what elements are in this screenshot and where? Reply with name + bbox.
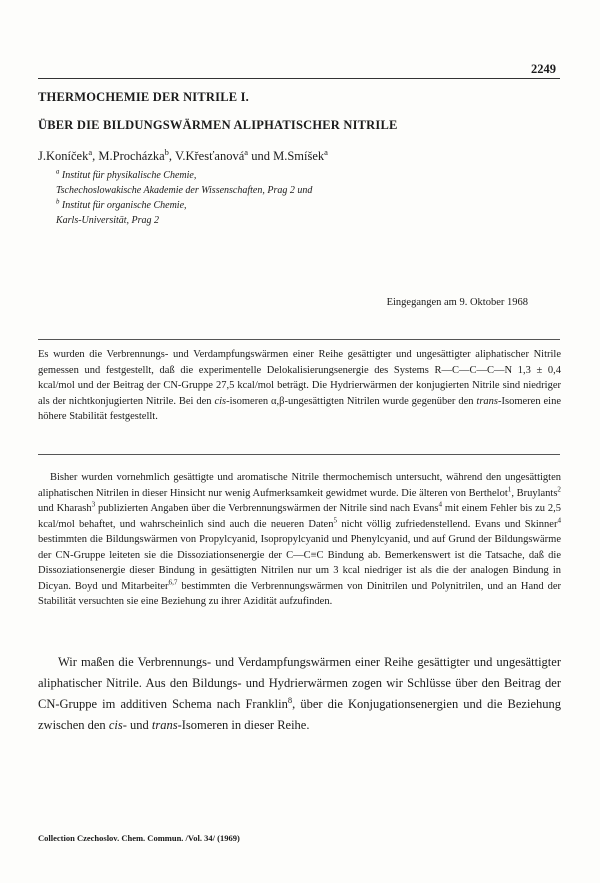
reference-marker: 6,7 [168, 578, 178, 586]
reference-marker: 8 [287, 694, 293, 705]
author-name: V.Křesťanová [174, 149, 245, 163]
affiliation-text: Institut für organische Chemie, [61, 200, 187, 211]
body-italic: cis- [108, 718, 127, 732]
intro-text: bestimmten die Verbrennungswärmen von Dinitrilen und Polynitrilen, und an Hand der Stabilität versuchten sie eine Beziehung zu ihrer Azidität aufzufinden. [38, 580, 561, 607]
abstract-bottom-rule [38, 454, 560, 455]
reference-marker: 4 [557, 516, 562, 524]
abstract-italic: trans [476, 395, 499, 407]
intro-text: nicht völlig zufriedenstellend. Evans und Skinner [337, 518, 558, 530]
abstract [38, 347, 561, 425]
abstract-top-rule [38, 339, 560, 340]
body-text: , über die Konjugationsenergien und die Beziehung zwischen den [38, 697, 562, 732]
intro-text: bestimmten die Bildungswärmen von Propylcyanid, Isopropylcyanid und Phenylcyanid, und auf Grund der Bildungswärme der CN-Gruppe leiteten sie die Dissoziationsenergie der C—C≡C Bindung ab. Bemerkenswert ist die Tatsache, daß die Dissoziationsenergie dieser Bindung in gesättigten Nitrilen nur um 3 kcal niedriger ist als die der analogen Bindung in Dicyan. Boyd und Mitarbeiter [38, 534, 561, 592]
intro-text: Bisher wurden vornehmlich gesättigte und aromatische Nitrile thermochemisch untersucht, während den ungesättigten aliphatischen Nitrilen in dieser Hinsicht nur wenig Aufmerksamkeit gewidmet wurde. Die älteren von Berthelot [38, 472, 561, 499]
affiliation-text: Institut für physikalische Chemie, [61, 170, 197, 181]
affiliation-marker: a [244, 146, 249, 157]
author-conjunction: und [251, 149, 270, 163]
reference-marker: 3 [91, 500, 96, 509]
affiliation-a-line-1 [56, 168, 312, 183]
body-text: -Isomeren in dieser Reihe. [177, 718, 310, 732]
body-italic: trans [151, 718, 178, 732]
article-title-line-1: THERMOCHEMIE DER NITRILE I. [38, 90, 249, 104]
reference-marker: 5 [333, 516, 338, 524]
affiliation-marker: b [164, 146, 169, 157]
abstract-text: Es wurden die Verbrennungs- und Verdampfungswärmen einer Reihe gesättigter und ungesättigter aliphatischer Nitrile gemessen und festgestellt, daß die experimentelle Delokalisierungsenergie des Systems R—C—C—C—N 1,3 ± 0,4 kcal/mol und der Beitrag der CN-Gruppe 27,5 kcal/mol beträgt. Die Hydrierwärmen der konjugierten Nitrile sind niedriger als der nichtkonjugierten Nitrile. Bei den [38, 349, 561, 407]
reference-marker: 2 [557, 485, 561, 493]
author-list: J.Koníček$^a$, M.Procházka$^b$, V.Křesťanová$^a$ und M.Smíšek$^a$ [38, 146, 328, 163]
header-rule [38, 78, 560, 79]
affiliations [56, 168, 312, 228]
affiliation-marker: b [56, 198, 60, 206]
intro-text: publizierten Angaben über die Verbrennungswärmen der Nitrile sind nach Evans [95, 503, 439, 514]
body-paragraph [38, 652, 561, 736]
author-name: J.Koníček [38, 149, 89, 163]
intro-text: mit einem Fehler bis zu 2,5 kcal/mol behaftet, und wahrscheinlich sind auch die neueren Daten [38, 503, 561, 530]
affiliation-b-line-2: Karls-Universität, Prag 2 [56, 215, 160, 226]
article-title-line-2: ÜBER DIE BILDUNGSWÄRMEN ALIPHATISCHER NITRILE [38, 118, 398, 132]
affiliation-marker: a [56, 168, 60, 176]
affiliation-marker: a [324, 146, 328, 157]
author-name: M.Smíšek [273, 149, 325, 163]
reference-marker: 1 [507, 485, 512, 493]
abstract-text: -isomeren α,β-ungesättigten Nitrilen wurde gegenüber den [226, 395, 477, 407]
page-number: 2249 [531, 62, 556, 76]
reference-marker: 4 [438, 500, 443, 509]
affiliation-marker: a [88, 146, 93, 157]
intro-text: und Kharash [38, 503, 92, 514]
intro-text: , Bruylants [511, 487, 558, 499]
journal-footer: Collection Czechoslov. Chem. Commun. /Vol. 34/ (1969) [38, 833, 240, 843]
body-text: Wir maßen die Verbrennungs- und Verdampfungswärmen einer Reihe gesättigter und ungesättigter aliphatischer Nitrile. Aus den Bildungs- und Hydrierwärmen zogen wir Schlüsse über den Beitrag der CN-Gruppe im additiven Schema nach Franklin [38, 655, 561, 711]
abstract-italic: cis [214, 395, 227, 407]
body-text: und [126, 718, 152, 732]
introduction-paragraph [38, 470, 561, 610]
affiliation-b-line-1 [56, 198, 312, 213]
author-name: M.Procházka [98, 149, 165, 163]
received-date: Eingegangen am 9. Oktober 1968 [386, 297, 528, 308]
abstract-text: -Isomeren eine höhere Stabilität festgestellt. [38, 395, 561, 422]
affiliation-a-line-2: Tschechoslowakische Akademie der Wissenschaften, Prag 2 und [56, 185, 313, 196]
